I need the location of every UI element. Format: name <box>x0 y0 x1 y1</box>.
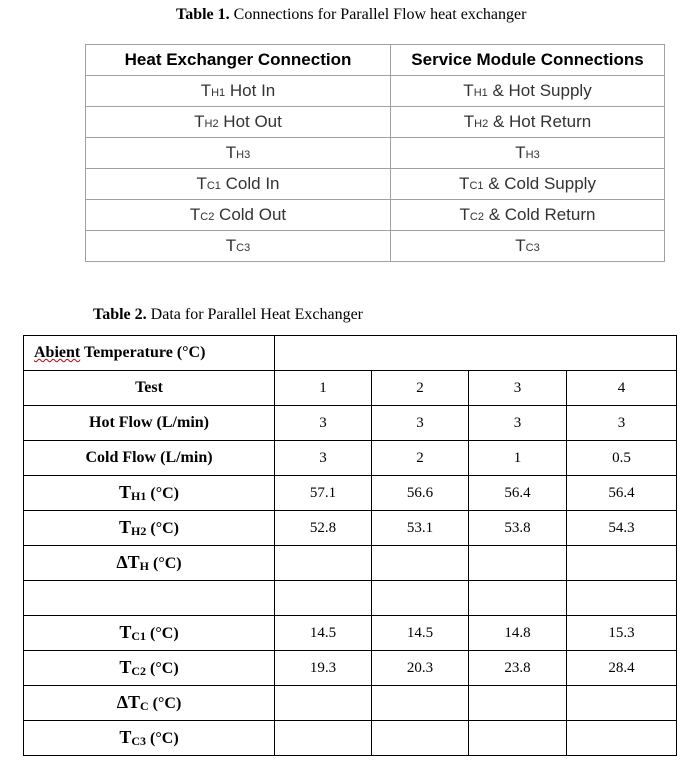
t-subscript: C2 <box>469 211 484 223</box>
t-subscript: H2 <box>474 118 489 130</box>
table2-caption-label: Table 2. <box>93 306 147 323</box>
delta-tc-value[interactable] <box>469 686 567 721</box>
spacer-row <box>24 581 677 616</box>
ambient-misspelled-word: Abient <box>34 344 81 361</box>
delta-th-value[interactable] <box>567 546 677 581</box>
unit: (°C) <box>148 695 182 712</box>
unit: (°C) <box>146 730 179 747</box>
th1-label <box>24 476 275 511</box>
table1-header-row <box>86 45 665 76</box>
t-symbol: T <box>225 236 237 255</box>
header-service-module-connections: Service Module Connections <box>391 45 665 76</box>
cold-flow-label: Cold Flow (L/min) <box>24 441 275 476</box>
subscript: C3 <box>131 734 147 748</box>
subscript: C1 <box>131 629 147 643</box>
connection-text: Hot Out <box>218 112 282 131</box>
connection-text: & Cold Return <box>483 205 596 224</box>
table1-row <box>86 76 665 107</box>
subscript: C2 <box>131 664 147 678</box>
cold-flow-value: 2 <box>372 441 469 476</box>
empty-cell <box>275 581 372 616</box>
connection-text: & Hot Supply <box>487 81 592 100</box>
symbol: ΔT <box>116 552 140 572</box>
th2-value: 53.8 <box>469 511 567 546</box>
t-symbol: T <box>459 205 470 224</box>
connection-text: Cold Out <box>214 205 287 224</box>
delta-tc-value[interactable] <box>567 686 677 721</box>
tc2-value: 19.3 <box>275 651 372 686</box>
t-subscript: C1 <box>469 180 484 192</box>
test-number: 3 <box>469 371 567 406</box>
ambient-temperature-value[interactable] <box>275 336 677 371</box>
subscript: H1 <box>131 489 147 503</box>
tc3-row <box>24 721 677 756</box>
delta-tc-row <box>24 686 677 721</box>
th1-value: 57.1 <box>275 476 372 511</box>
t-symbol: T <box>463 81 474 100</box>
tc1-label <box>24 616 275 651</box>
th2-label <box>24 511 275 546</box>
hot-flow-value: 3 <box>275 406 372 441</box>
delta-th-value[interactable] <box>275 546 372 581</box>
connections-table <box>85 44 665 262</box>
empty-cell <box>469 581 567 616</box>
table2-caption-text: Data for Parallel Heat Exchanger <box>146 306 363 323</box>
delta-th-value[interactable] <box>469 546 567 581</box>
test-number: 4 <box>567 371 677 406</box>
th2-value: 53.1 <box>372 511 469 546</box>
symbol: ΔT <box>116 692 140 712</box>
hx-connection-cell <box>86 138 391 169</box>
connection-text: Cold In <box>220 174 280 193</box>
t-symbol: T <box>196 174 207 193</box>
table1-caption-label: Table 1. <box>176 6 230 23</box>
unit: (°C) <box>146 520 179 537</box>
t-subscript: C3 <box>236 242 251 254</box>
hot-flow-label: Hot Flow (L/min) <box>24 406 275 441</box>
delta-th-label <box>24 546 275 581</box>
service-connection-cell <box>391 169 665 200</box>
tc2-value: 23.8 <box>469 651 567 686</box>
data-table <box>23 335 677 756</box>
test-label: Test <box>24 371 275 406</box>
tc2-label <box>24 651 275 686</box>
t-subscript: H3 <box>236 149 251 161</box>
empty-cell <box>567 581 677 616</box>
t-subscript: C1 <box>206 180 221 192</box>
hx-connection-cell <box>86 76 391 107</box>
delta-th-row <box>24 546 677 581</box>
t-subscript: H1 <box>211 87 226 99</box>
th1-value: 56.6 <box>372 476 469 511</box>
tc1-value: 14.5 <box>372 616 469 651</box>
table1-caption <box>176 6 526 24</box>
t-symbol: T <box>200 81 212 100</box>
symbol: T <box>119 517 132 537</box>
table1-row <box>86 200 665 231</box>
cold-flow-value: 0.5 <box>567 441 677 476</box>
unit: (°C) <box>149 555 182 572</box>
symbol: T <box>119 622 132 642</box>
t-symbol: T <box>225 143 237 162</box>
delta-tc-value[interactable] <box>275 686 372 721</box>
tc1-value: 15.3 <box>567 616 677 651</box>
service-connection-cell <box>391 231 665 262</box>
table2-caption <box>93 306 363 324</box>
th1-value: 56.4 <box>469 476 567 511</box>
t-symbol: T <box>463 112 475 131</box>
table1-row <box>86 107 665 138</box>
connection-text: & Hot Return <box>488 112 592 131</box>
cold-flow-row <box>24 441 677 476</box>
connection-text: Hot In <box>225 81 276 100</box>
t-symbol: T <box>515 236 526 255</box>
t-subscript: H3 <box>525 149 540 161</box>
th2-value: 52.8 <box>275 511 372 546</box>
ambient-temperature-label <box>24 336 275 371</box>
th2-row <box>24 511 677 546</box>
ambient-label-rest: Temperature (°C) <box>80 344 206 361</box>
cold-flow-value: 3 <box>275 441 372 476</box>
t-symbol: T <box>459 174 470 193</box>
t-symbol: T <box>189 205 201 224</box>
empty-cell <box>372 581 469 616</box>
header-heat-exchanger-connection: Heat Exchanger Connection <box>86 45 391 76</box>
symbol: T <box>119 657 132 677</box>
tc1-value: 14.8 <box>469 616 567 651</box>
cold-flow-value: 1 <box>469 441 567 476</box>
hot-flow-value: 3 <box>469 406 567 441</box>
t-symbol: T <box>515 143 526 162</box>
tc3-label <box>24 721 275 756</box>
unit: (°C) <box>146 485 179 502</box>
delta-tc-value[interactable] <box>372 686 469 721</box>
unit: (°C) <box>146 625 179 642</box>
test-row <box>24 371 677 406</box>
service-connection-cell <box>391 107 665 138</box>
connection-text: & Cold Supply <box>483 174 596 193</box>
th1-row <box>24 476 677 511</box>
test-number: 1 <box>275 371 372 406</box>
tc3-value[interactable] <box>567 721 677 756</box>
th2-value: 54.3 <box>567 511 677 546</box>
service-connection-cell <box>391 138 665 169</box>
tc2-value: 28.4 <box>567 651 677 686</box>
tc3-value[interactable] <box>469 721 567 756</box>
tc2-row <box>24 651 677 686</box>
tc3-value[interactable] <box>372 721 469 756</box>
t-subscript: C2 <box>200 211 215 223</box>
t-subscript: H2 <box>204 118 219 130</box>
tc1-row <box>24 616 677 651</box>
hx-connection-cell <box>86 169 391 200</box>
t-subscript: C3 <box>525 242 540 254</box>
delta-tc-label <box>24 686 275 721</box>
hot-flow-row <box>24 406 677 441</box>
subscript: H <box>139 559 150 573</box>
symbol: T <box>119 482 132 502</box>
th1-value: 56.4 <box>567 476 677 511</box>
hx-connection-cell <box>86 200 391 231</box>
subscript: C <box>140 699 149 713</box>
table1-row <box>86 138 665 169</box>
ambient-row <box>24 336 677 371</box>
unit: (°C) <box>146 660 179 677</box>
test-number: 2 <box>372 371 469 406</box>
table1-row <box>86 169 665 200</box>
empty-cell <box>24 581 275 616</box>
t-subscript: H1 <box>473 87 488 99</box>
delta-th-value[interactable] <box>372 546 469 581</box>
t-symbol: T <box>194 112 205 131</box>
hx-connection-cell <box>86 107 391 138</box>
hx-connection-cell <box>86 231 391 262</box>
service-connection-cell <box>391 76 665 107</box>
service-connection-cell <box>391 200 665 231</box>
tc3-value[interactable] <box>275 721 372 756</box>
table1-caption-text: Connections for Parallel Flow heat exchanger <box>229 6 527 23</box>
tc1-value: 14.5 <box>275 616 372 651</box>
subscript: H2 <box>131 524 147 538</box>
hot-flow-value: 3 <box>567 406 677 441</box>
hot-flow-value: 3 <box>372 406 469 441</box>
table1-row <box>86 231 665 262</box>
tc2-value: 20.3 <box>372 651 469 686</box>
symbol: T <box>119 727 132 747</box>
